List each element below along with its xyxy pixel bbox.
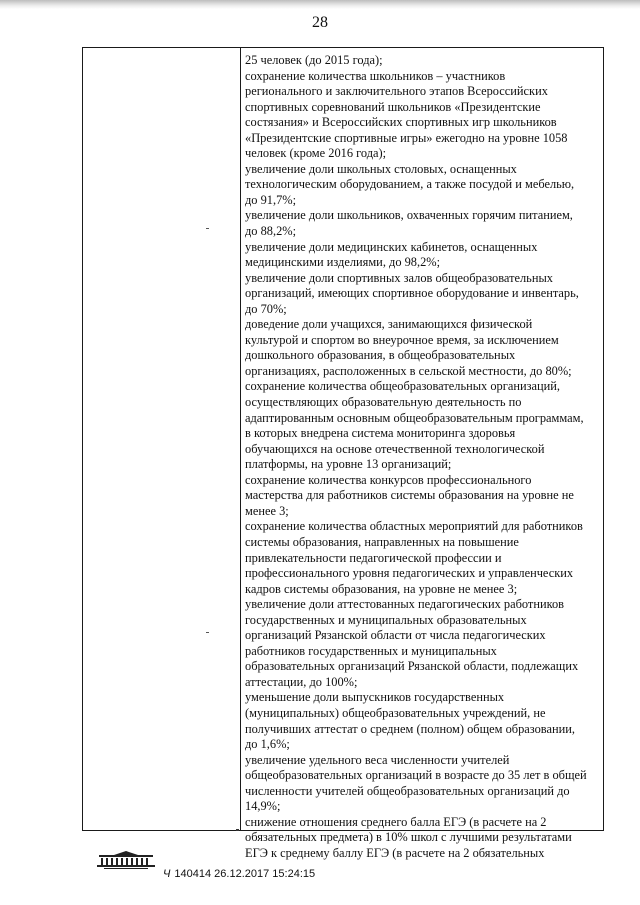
footer-mark bbox=[236, 829, 239, 831]
text-line: мастерства для работников системы образования на уровне не bbox=[245, 488, 574, 503]
text-line: до 88,2%; bbox=[245, 224, 297, 239]
text-line: обучающихся на основе отечественной технологической bbox=[245, 441, 545, 456]
text-line: дошкольного образования, в общеобразовательных bbox=[245, 348, 516, 363]
text-line: адаптированным основным общеобразовательным программам, bbox=[245, 410, 584, 425]
text-line: культурой и спортом во внеурочное время, за исключением bbox=[245, 332, 559, 347]
column-divider bbox=[240, 48, 241, 830]
text-line: увеличение доли аттестованных педагогических работников bbox=[245, 597, 565, 612]
text-line: спортивных соревнований школьников «Президентские bbox=[245, 99, 541, 114]
text-line: регионального и заключительного этапов Всероссийских bbox=[245, 84, 548, 99]
text-line: менее 3; bbox=[245, 503, 289, 518]
text-line: общеобразовательных организаций в возрасте до 35 лет в общей bbox=[245, 768, 587, 783]
page-number: 28 bbox=[312, 14, 328, 31]
scan-edge bbox=[0, 0, 640, 9]
text-line: кадров системы образования, на уровне не менее 3; bbox=[245, 581, 518, 596]
text-line: до 91,7%; bbox=[245, 192, 297, 207]
text-line: увеличение доли спортивных залов общеобразовательных bbox=[245, 270, 553, 285]
text-line: сохранение количества школьников – участников bbox=[245, 68, 506, 83]
text-line: увеличение доли школьных столовых, оснащенных bbox=[245, 161, 517, 176]
text-line: численности учителей общеобразовательных организаций до bbox=[245, 783, 570, 798]
text-line: увеличение доли школьников, охваченных горячим питанием, bbox=[245, 208, 573, 223]
text-line: сохранение количества общеобразовательных организаций, bbox=[245, 379, 560, 394]
text-line: аттестации, до 100%; bbox=[245, 674, 358, 689]
text-line: профессионального уровня педагогических и управленческих bbox=[245, 566, 574, 581]
text-line: до 70%; bbox=[245, 301, 287, 316]
text-line: человек (кроме 2016 года); bbox=[245, 146, 387, 161]
text-line: ЕГЭ к среднему баллу ЕГЭ (в расчете на 2 обязательных bbox=[245, 845, 545, 860]
scan-speck bbox=[206, 632, 209, 633]
text-line: до 1,6%; bbox=[245, 737, 290, 752]
text-line: осуществляющих образовательную деятельность по bbox=[245, 395, 522, 410]
text-line: «Президентские спортивные игры» ежегодно на уровне 1058 bbox=[245, 130, 568, 145]
document-table bbox=[82, 47, 604, 860]
text-line: медицинскими изделиями, до 98,2%; bbox=[245, 255, 441, 270]
text-line: увеличение удельного веса численности учителей bbox=[245, 752, 510, 767]
text-line: платформы, на уровне 13 организаций; bbox=[245, 457, 452, 472]
text-line: образовательных организаций Рязанской области, подлежащих bbox=[245, 659, 579, 674]
stamp-glyph: Ч bbox=[163, 868, 171, 880]
text-line: работников государственных и муниципальных bbox=[245, 643, 497, 658]
stamp-text: 140414 26.12.2017 15:24:15 bbox=[174, 868, 316, 880]
text-line: организаций Рязанской области от числа педагогических bbox=[245, 628, 546, 643]
text-line: в которых внедрена система мониторинга здоровья bbox=[245, 426, 516, 441]
document-stamp bbox=[163, 868, 315, 880]
text-line: государственных и муниципальных образовательных bbox=[245, 612, 527, 627]
text-line: организациях, расположенных в сельской местности, до 80%; bbox=[245, 363, 572, 378]
government-building-logo-icon bbox=[96, 851, 156, 871]
text-line: (муниципальных) общеобразовательных учреждений, не bbox=[245, 705, 546, 720]
text-line: состязания» и Всероссийских спортивных игр школьников bbox=[245, 115, 557, 130]
text-line: увеличение доли медицинских кабинетов, оснащенных bbox=[245, 239, 538, 254]
text-line: сохранение количества областных мероприятий для работников bbox=[245, 519, 583, 534]
text-line: технологическим оборудованием, а также посудой и мебелью, bbox=[245, 177, 575, 192]
text-line: 25 человек (до 2015 года); bbox=[245, 53, 383, 67]
table-cell-text bbox=[245, 53, 603, 861]
text-line: уменьшение доли выпускников государственных bbox=[245, 690, 505, 705]
text-line: снижение отношения среднего балла ЕГЭ (в расчете на 2 bbox=[245, 814, 547, 829]
text-line: 14,9%; bbox=[245, 799, 281, 814]
text-line: получивших аттестат о среднем (полном) общем образовании, bbox=[245, 721, 575, 736]
text-line: обязательных предмета) в 10% школ с лучшими результатами bbox=[245, 830, 572, 845]
text-line: сохранение количества конкурсов профессионального bbox=[245, 472, 532, 487]
text-line: привлекательности педагогической профессии и bbox=[245, 550, 502, 565]
text-line: системы образования, направленных на повышение bbox=[245, 534, 519, 549]
text-line: организаций, имеющих спортивное оборудование и инвентарь, bbox=[245, 286, 579, 301]
scan-speck bbox=[206, 228, 209, 229]
text-line: доведение доли учащихся, занимающихся физической bbox=[245, 317, 533, 332]
